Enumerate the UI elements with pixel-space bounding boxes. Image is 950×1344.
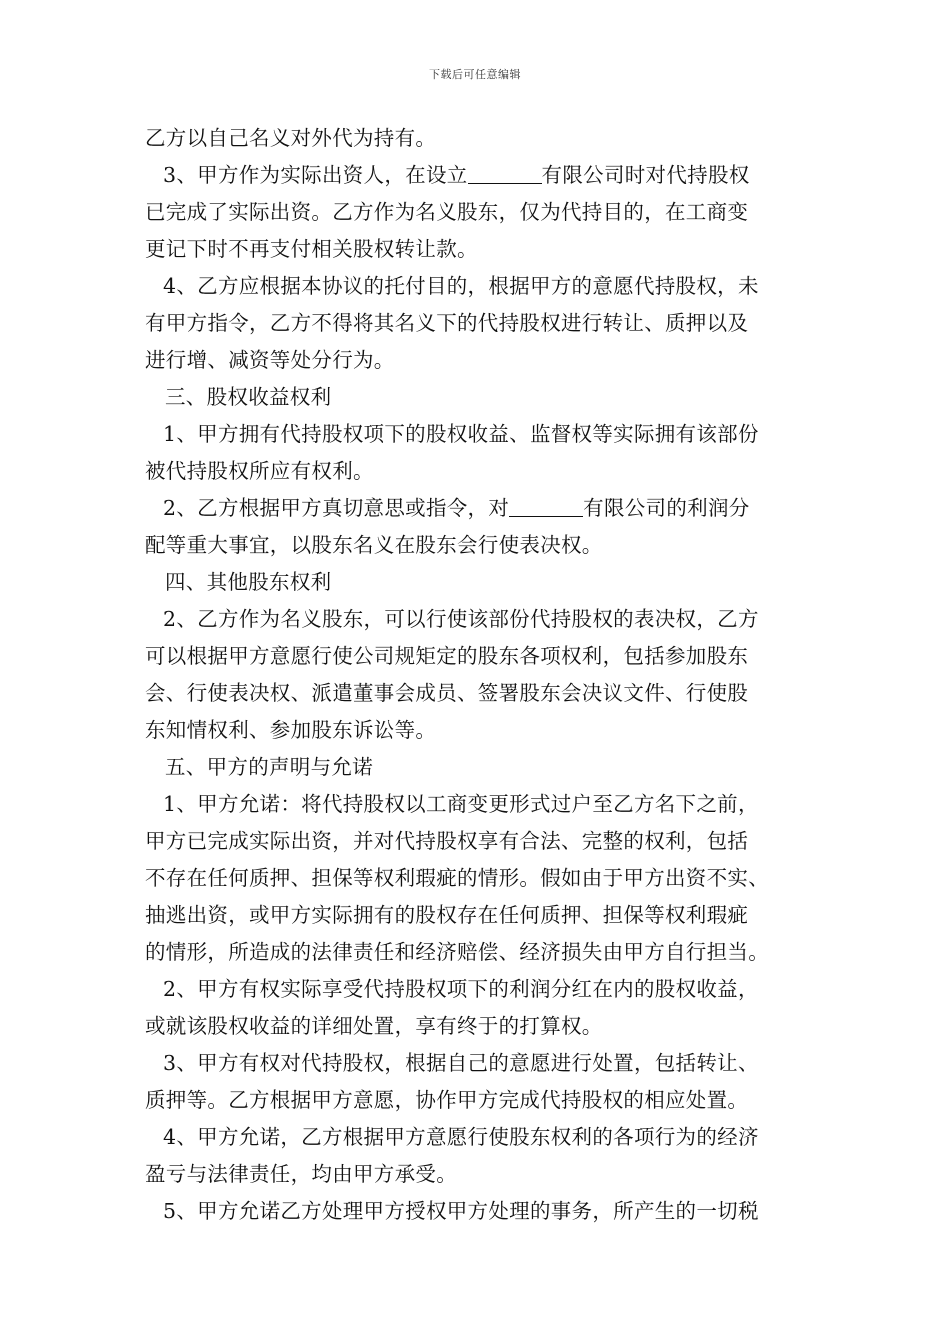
- text-line: [145, 194, 825, 231]
- line-text: 乙方以自己名义对外代为持有。: [145, 126, 437, 150]
- text-line: [145, 416, 825, 453]
- line-text: 更记下时不再支付相关股权转让款。: [145, 237, 478, 261]
- text-line: [145, 971, 825, 1008]
- line-text: 五、甲方的声明与允诺: [165, 755, 373, 779]
- line-text: 东知情权利、参加股东诉讼等。: [145, 718, 437, 742]
- page-header: 下载后可任意编辑: [429, 68, 521, 81]
- text-line: [145, 675, 825, 712]
- text-line: [145, 897, 825, 934]
- line-text: 有甲方指令，乙方不得将其名义下的代持股权进行转让、质押以及: [145, 311, 749, 335]
- line-text: 配等重大事宜，以股东名义在股东会行使表决权。: [145, 533, 603, 557]
- document-body: [145, 120, 825, 1230]
- line-text: 质押等。乙方根据甲方意愿，协作甲方完成代持股权的相应处置。: [145, 1088, 749, 1112]
- text-line: [145, 564, 825, 601]
- line-text: 被代持股权所应有权利。: [145, 459, 374, 483]
- text-line: [145, 1008, 825, 1045]
- fill-in-blank: [509, 492, 583, 517]
- text-line: [145, 1045, 825, 1082]
- text-line: [145, 860, 825, 897]
- line-text: 四、其他股东权利: [165, 570, 332, 594]
- text-line: [145, 231, 825, 268]
- line-text: 进行增、减资等处分行为。: [145, 348, 395, 372]
- line-text: 甲方已完成实际出资，并对代持股权享有合法、完整的权利，包括: [145, 829, 749, 853]
- line-text: 不存在任何质押、担保等权利瑕疵的情形。假如由于甲方出资不实、: [145, 866, 769, 890]
- line-text: 可以根据甲方意愿行使公司规矩定的股东各项权利，包括参加股东: [145, 644, 749, 668]
- line-text: 抽逃出资，或甲方实际拥有的股权存在任何质押、担保等权利瑕疵: [145, 903, 749, 927]
- line-text: 的情形，所造成的法律责任和经济赔偿、经济损失由甲方自行担当。: [145, 940, 769, 964]
- text-line: [145, 120, 825, 157]
- text-line: [145, 638, 825, 675]
- text-line: [145, 823, 825, 860]
- text-line: [145, 342, 825, 379]
- text-line: [145, 1119, 825, 1156]
- line-text-after-blank: 有限公司时对代持股权: [541, 163, 750, 187]
- line-text: 4、甲方允诺，乙方根据甲方意愿行使股东权利的各项行为的经济: [163, 1125, 759, 1149]
- line-text: 或就该股权收益的详细处置，享有终于的打算权。: [145, 1014, 603, 1038]
- text-line: [145, 934, 825, 971]
- text-line: [145, 305, 825, 342]
- text-line: [145, 379, 825, 416]
- line-text: 1、甲方拥有代持股权项下的股权收益、监督权等实际拥有该部份: [163, 422, 759, 446]
- line-text: 3、甲方作为实际出资人，在设立: [163, 163, 468, 187]
- line-text: 3、甲方有权对代持股权，根据自己的意愿进行处置，包括转让、: [163, 1051, 759, 1075]
- text-line: [145, 527, 825, 564]
- text-line: [145, 749, 825, 786]
- text-line: [145, 1193, 825, 1230]
- fill-in-blank: [468, 159, 542, 184]
- line-text: 三、股权收益权利: [165, 385, 332, 409]
- line-text: 盈亏与法律责任，均由甲方承受。: [145, 1162, 457, 1186]
- line-text: 4、乙方应根据本协议的托付目的，根据甲方的意愿代持股权，未: [163, 274, 759, 298]
- text-line: [145, 1156, 825, 1193]
- text-line: [145, 268, 825, 305]
- line-text: 2、乙方作为名义股东，可以行使该部份代持股权的表决权，乙方: [163, 607, 759, 631]
- line-text-after-blank: 有限公司的利润分: [583, 496, 750, 520]
- text-line: [145, 786, 825, 823]
- line-text: 2、甲方有权实际享受代持股权项下的利润分红在内的股权收益，: [163, 977, 759, 1001]
- line-text: 会、行使表决权、派遣董事会成员、签署股东会决议文件、行使股: [145, 681, 749, 705]
- text-line: [145, 157, 825, 194]
- line-text: 1、甲方允诺：将代持股权以工商变更形式过户至乙方名下之前，: [163, 792, 759, 816]
- text-line: [145, 712, 825, 749]
- line-text: 5、甲方允诺乙方处理甲方授权甲方处理的事务，所产生的一切税: [163, 1199, 759, 1223]
- line-text: 2、乙方根据甲方真切意思或指令，对: [163, 496, 510, 520]
- text-line: [145, 1082, 825, 1119]
- text-line: [145, 490, 825, 527]
- line-text: 已完成了实际出资。乙方作为名义股东，仅为代持目的，在工商变: [145, 200, 749, 224]
- text-line: [145, 601, 825, 638]
- text-line: [145, 453, 825, 490]
